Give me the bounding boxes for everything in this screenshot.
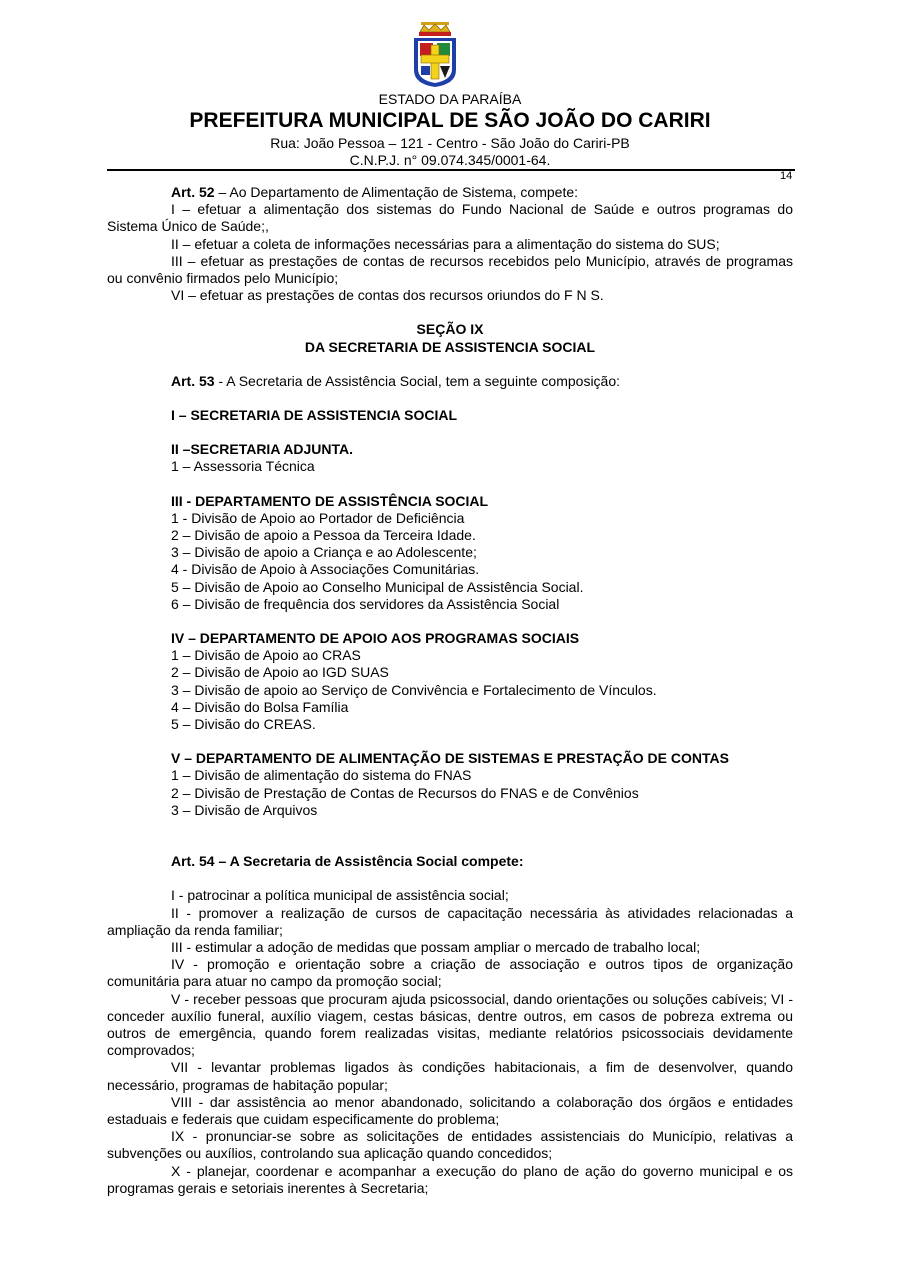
art52-label: Art. 52 [171, 184, 215, 200]
art54-item: III - estimular a adoção de medidas que possam ampliar o mercado de trabalho local; [171, 938, 701, 955]
section-title: SEÇÃO IX [416, 321, 484, 338]
composition-item: 3 – Divisão de apoio a Criança e ao Adolescente; [171, 544, 477, 561]
art54-item: X - planejar, coordenar e acompanhar a execução do plano de ação do governo municipal e os programas gerais e setoriais inerentes à Secretaria; [107, 1162, 793, 1196]
cnpj-line: C.N.P.J. n° 09.074.345/0001-64. [349, 152, 551, 168]
art53-label: Art. 53 [171, 372, 215, 389]
composition-item: 5 – Divisão de Apoio ao Conselho Municipal de Assistência Social. [171, 578, 584, 595]
art54-item: I - patrocinar a política municipal de assistência social; [171, 887, 509, 904]
composition-item: 6 – Divisão de frequência dos servidores da Assistência Social [171, 595, 560, 612]
composition-item: 2 – Divisão de Prestação de Contas de Recursos do FNAS e de Convênios [171, 784, 639, 801]
art54-item: VIII - dar assistência ao menor abandonado, solicitando a colaboração dos órgãos e entidades estaduais e federais que cuidam especificamente do problema; [107, 1093, 793, 1127]
composition-item: 1 – Divisão de Apoio ao CRAS [171, 647, 361, 664]
composition-item: 4 – Divisão do Bolsa Família [171, 698, 349, 715]
composition-section-3-title: III - DEPARTAMENTO DE ASSISTÊNCIA SOCIAL [171, 492, 489, 509]
art54-item: II - promover a realização de cursos de capacitação necessária às atividades relacionadas a ampliação da renda familiar; [107, 904, 793, 938]
art52-item: VI – efetuar as prestações de contas dos recursos oriundos do F N S. [171, 287, 604, 304]
municipal-coat-of-arms [410, 22, 460, 88]
composition-item: 4 - Divisão de Apoio à Associações Comunitárias. [171, 561, 480, 578]
composition-section-5-title: V – DEPARTAMENTO DE ALIMENTAÇÃO DE SISTEMAS E PRESTAÇÃO DE CONTAS [171, 750, 729, 767]
art54-item: IV - promoção e orientação sobre a criação de associação e outros tipos de organização comunitária para atuar no campo da promoção social; [107, 956, 793, 990]
art54-item: VII - levantar problemas ligados às condições habitacionais, a fim de desenvolver, quando necessário, programas de habitação popular; [107, 1059, 793, 1093]
composition-item: 2 – Divisão de Apoio ao IGD SUAS [171, 664, 389, 681]
state-name: ESTADO DA PARAÍBA [378, 91, 522, 107]
art53-heading [107, 373, 793, 390]
document-body [107, 184, 793, 1197]
composition-section-1-title: I – SECRETARIA DE ASSISTENCIA SOCIAL [171, 407, 457, 424]
art52-item: III – efetuar as prestações de contas de recursos recebidos pelo Município, através de programas ou convênio firmados pelo Município; [107, 252, 793, 287]
composition-section-4-title: IV – DEPARTAMENTO DE APOIO AOS PROGRAMAS SOCIAIS [171, 630, 580, 647]
art54-heading: Art. 54 – A Secretaria de Assistência Social compete: [171, 853, 524, 870]
art53-intro: - A Secretaria de Assistência Social, tem a seguinte composição: [214, 372, 621, 389]
city-hall-title: PREFEITURA MUNICIPAL DE SÃO JOÃO DO CARIRI [189, 109, 711, 132]
composition-item: 1 – Assessoria Técnica [171, 458, 315, 475]
section-subtitle: DA SECRETARIA DE ASSISTENCIA SOCIAL [304, 338, 596, 355]
art52-item: I – efetuar a alimentação dos sistemas do Fundo Nacional de Saúde e outros programas do Sistema Único de Saúde;, [107, 201, 793, 235]
header-divider [107, 169, 795, 171]
art54-item: IX - pronunciar-se sobre as solicitações de entidades assistenciais do Município, relativas a subvenções ou auxílios, controlando sua aplicação quando concedidos; [107, 1128, 793, 1162]
art52-item: II – efetuar a coleta de informações necessárias para a alimentação do sistema do SUS; [171, 235, 720, 252]
composition-item: 1 - Divisão de Apoio ao Portador de Deficiência [171, 509, 465, 526]
composition-item: 5 – Divisão do CREAS. [171, 716, 316, 733]
page-number: 14 [780, 170, 793, 182]
art52-heading [107, 184, 793, 201]
composition-item: 3 – Divisão de Arquivos [171, 801, 318, 818]
composition-item: 3 – Divisão de apoio ao Serviço de Convivência e Fortalecimento de Vínculos. [171, 681, 657, 698]
composition-item: 2 – Divisão de apoio a Pessoa da Terceira Idade. [171, 527, 476, 544]
composition-item: 1 – Divisão de alimentação do sistema do FNAS [171, 767, 472, 784]
art54-item: V - receber pessoas que procuram ajuda psicossocial, dando orientações ou soluções cabíveis; VI - conceder auxílio funeral, auxílio viagem, cestas básicas, dentre outros, em casos de pobreza extrema ou outros de emergência, quando forem realizadas visitas, mediante relatórios psicossociais devidamente comprovados; [107, 990, 793, 1059]
address-line: Rua: João Pessoa – 121 - Centro - São João do Cariri-PB [270, 135, 630, 151]
art52-intro: – Ao Departamento de Alimentação de Sistema, compete: [214, 184, 579, 200]
composition-section-2-title: II –SECRETARIA ADJUNTA. [171, 441, 354, 458]
